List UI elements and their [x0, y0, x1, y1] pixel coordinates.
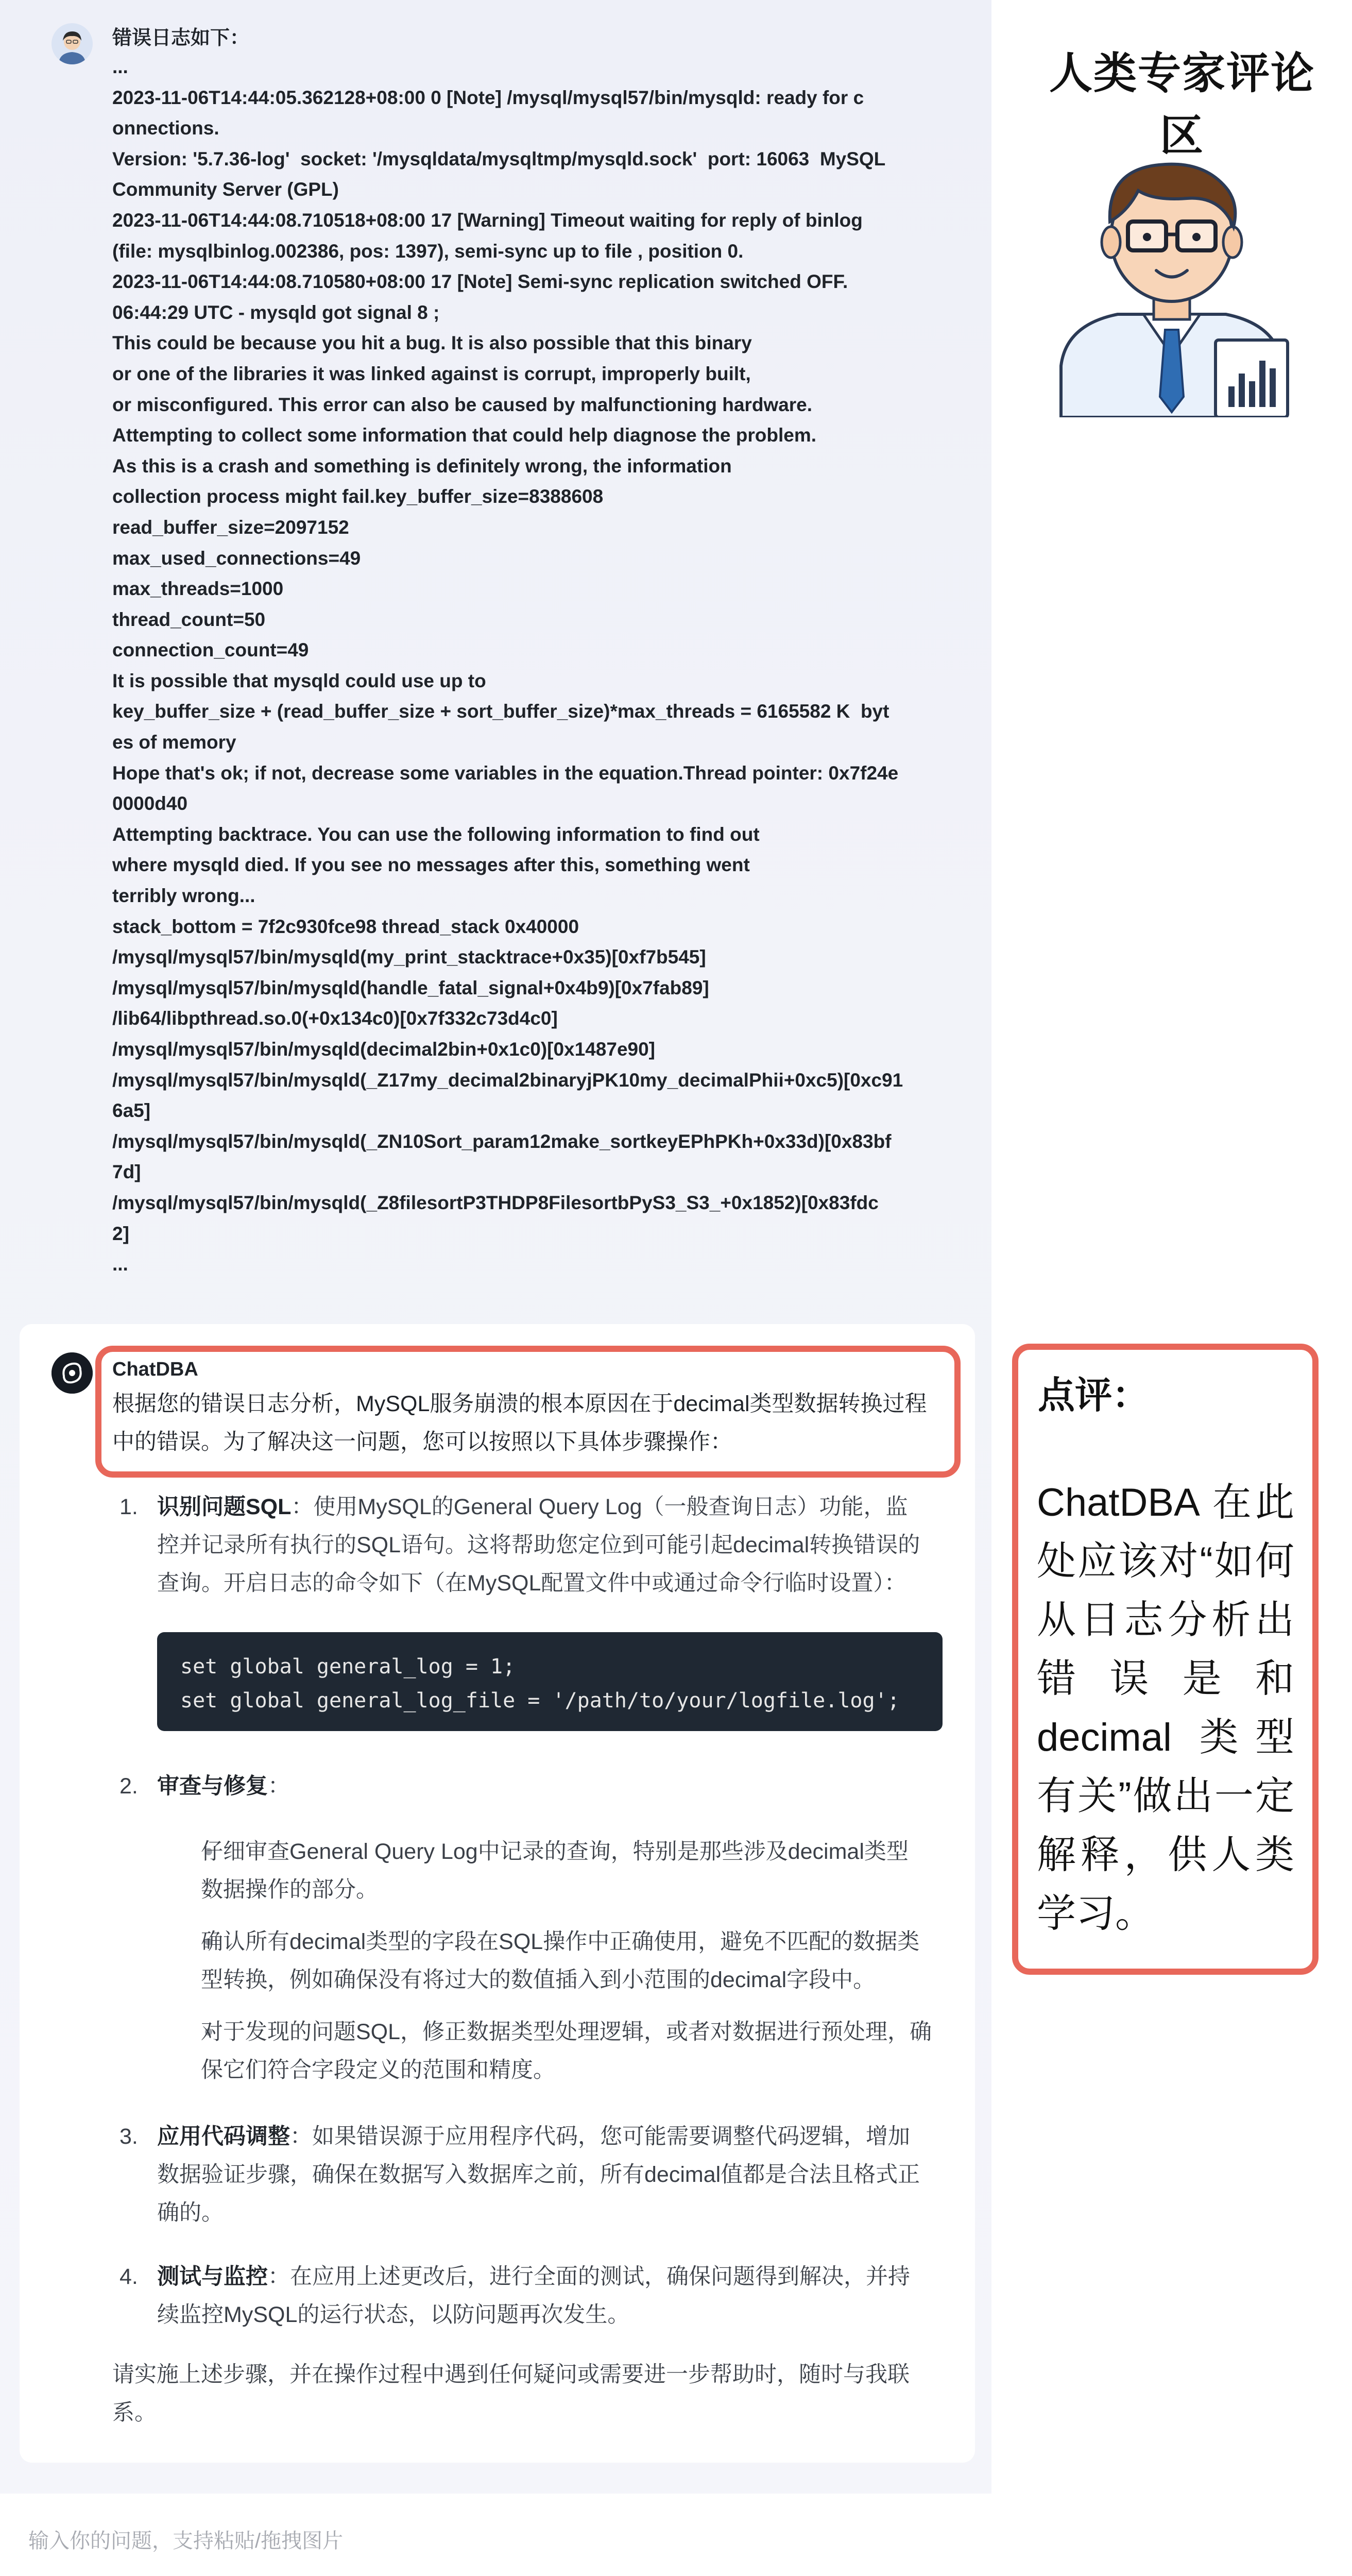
user-message-title: 错误日志如下：	[112, 27, 250, 49]
bot-name: ChatDBA	[112, 1359, 198, 1380]
log-line: 06:44:29 UTC - mysqld got signal 8 ;	[112, 301, 440, 323]
code-line: set global general_log_file = '/path/to/your/logfile.log';	[180, 1689, 900, 1713]
input-panel	[0, 2494, 991, 2576]
bullet-line: 型转换，例如确保没有将过大的数值插入到小范围的decimal字段中。	[201, 1968, 876, 1992]
log-line: 0000d40	[112, 793, 188, 815]
log-line: Version: '5.7.36-log' socket: '/mysqldata/mysqltmp/mysqld.sock' port: 16063 MySQL	[112, 148, 886, 170]
log-line: 2023-11-06T14:44:08.710518+08:00 17 [Warning] Timeout waiting for reply of binlog	[112, 209, 863, 231]
log-line: es of memory	[112, 732, 236, 753]
log-line: read_buffer_size=2097152	[112, 516, 349, 538]
review-body: ChatDBA 在此处应该对“如何从日志分析出错误是和 decimal 类型有关”做出一定解释，供人类学习。	[1037, 1481, 1294, 1936]
step-title: 识别问题SQL	[157, 1495, 292, 1519]
log-line: or one of the libraries it was linked against is corrupt, improperly built,	[112, 363, 751, 384]
log-line: This could be because you hit a bug. It is also possible that this binary	[112, 332, 752, 354]
log-line: /mysql/mysql57/bin/mysqld(_Z8filesortP3THDP8FilesortbPyS3_S3_+0x1852)[0x83fdc	[112, 1192, 879, 1213]
step-number: 4.	[119, 2264, 138, 2289]
bullet-line: 数据操作的部分。	[201, 1877, 378, 1902]
log-line: stack_bottom = 7f2c930fce98 thread_stack 0x40000	[112, 916, 579, 937]
bullet-item	[201, 1833, 943, 1909]
log-line: connection_count=49	[112, 639, 309, 661]
log-line: Attempting backtrace. You can use the following information to find out	[112, 823, 760, 845]
step-1-text	[157, 1488, 940, 1602]
log-line: Hope that's ok; if not, decrease some variables in the equation.Thread pointer: 0x7f24e	[112, 762, 899, 784]
step-body-line: 查询。开启日志的命令如下（在MySQL配置文件中或通过命令行临时设置）：	[157, 1571, 906, 1596]
step-body-line: 续监控MySQL的运行状态，以防问题再次发生。	[157, 2302, 630, 2327]
step-title: 审查与修复	[157, 1774, 268, 1799]
step-number: 2.	[119, 1774, 138, 1799]
closing-text	[112, 2355, 942, 2432]
bullet-line: 对于发现的问题SQL，修正数据类型处理逻辑，或者对数据进行预处理，确	[201, 2020, 932, 2044]
step-body-line: 数据验证步骤，确保在数据写入数据库之前，所有decimal值都是合法且格式正	[157, 2162, 920, 2187]
log-line: or misconfigured. This error can also be caused by malfunctioning hardware.	[112, 394, 813, 415]
log-line: /mysql/mysql57/bin/mysqld(decimal2bin+0x1c0)[0x1487e90]	[112, 1039, 655, 1060]
log-line: /mysql/mysql57/bin/mysqld(_Z17my_decimal2binaryjPK10my_decimalPhii+0xc5)[0xc91	[112, 1069, 903, 1091]
step-number: 1.	[119, 1495, 138, 1519]
bullet-line: 仔细审查General Query Log中记录的查询，特别是那些涉及decimal类型	[201, 1839, 909, 1864]
log-line: collection process might fail.key_buffer_size=8388608	[112, 486, 604, 507]
log-line: /lib64/libpthread.so.0(+0x134c0)[0x7f332c73d4c0]	[112, 1008, 558, 1029]
step-body-line: ：在应用上述更改后，进行全面的测试，确保问题得到解决，并持	[268, 2264, 910, 2289]
code-block	[157, 1632, 943, 1731]
chat-input[interactable]: 输入你的问题，支持粘贴/拖拽图片	[28, 2530, 344, 2552]
log-line: where mysqld died. If you see no messages after this, something went	[112, 854, 750, 876]
log-line: Attempting to collect some information that could help diagnose the problem.	[112, 425, 817, 446]
review-title: 点评：	[1038, 1375, 1150, 1416]
closing-line: 请实施上述步骤，并在操作过程中遇到任何疑问或需要进一步帮助时，随时与我联	[112, 2362, 910, 2387]
log-line: onnections.	[112, 117, 219, 139]
bot-intro-line: 根据您的错误日志分析，MySQL服务崩溃的根本原因在于decimal类型数据转换过程	[112, 1392, 927, 1416]
step-title: 应用代码调整	[157, 2124, 290, 2149]
log-line: thread_count=50	[112, 608, 266, 630]
expert-panel-title: 人类专家评论区	[1049, 49, 1315, 160]
highlight-box	[95, 1346, 961, 1478]
bullet-line: 保它们符合字段定义的范围和精度。	[201, 2058, 555, 2082]
bullet-line: 确认所有decimal类型的字段在SQL操作中正确使用，避免不匹配的数据类	[201, 1929, 920, 1954]
log-line: terribly wrong...	[112, 885, 255, 907]
log-line: ...	[112, 56, 128, 77]
step-body-line: ：使用MySQL的General Query Log（一般查询日志）功能，监	[291, 1495, 908, 1519]
log-line: 2]	[112, 1223, 129, 1244]
bullet-item	[201, 1923, 943, 1999]
step-number: 3.	[119, 2124, 138, 2149]
step-4-text	[157, 2258, 940, 2334]
code-line: set global general_log = 1;	[180, 1655, 516, 1679]
log-line: (file: mysqlbinlog.002386, pos: 1397), semi-sync up to file , position 0.	[112, 240, 744, 262]
chatdba-avatar	[52, 1352, 93, 1394]
user-avatar	[52, 23, 93, 64]
log-line: Community Server (GPL)	[112, 179, 339, 200]
expert-review-panel	[991, 0, 1352, 2576]
closing-line: 系。	[112, 2400, 157, 2425]
log-line: It is possible that mysqld could use up to	[112, 670, 486, 691]
log-line: /mysql/mysql57/bin/mysqld(my_print_stacktrace+0x35)[0xf7b545]	[112, 946, 706, 968]
log-line: 2023-11-06T14:44:05.362128+08:00 0 [Note] /mysql/mysql57/bin/mysqld: ready for c	[112, 87, 864, 108]
log-line: key_buffer_size + (read_buffer_size + sort_buffer_size)*max_threads = 6165582 K byt	[112, 701, 889, 722]
expert-illustration	[1051, 139, 1293, 417]
log-line: ...	[112, 1253, 128, 1275]
log-line: /mysql/mysql57/bin/mysqld(_ZN10Sort_param12make_sortkeyEPhPKh+0x33d)[0x83bf	[112, 1130, 892, 1152]
step-body-line: ：	[268, 1774, 290, 1799]
step-2-text	[157, 1767, 940, 1805]
log-line: max_used_connections=49	[112, 547, 361, 569]
log-line: 6a5]	[112, 1100, 151, 1122]
step-body-line: 确的。	[157, 2200, 224, 2225]
log-line: As this is a crash and something is definitely wrong, the information	[112, 455, 732, 477]
step-title: 测试与监控	[157, 2264, 268, 2289]
log-line: /mysql/mysql57/bin/mysqld(handle_fatal_signal+0x4b9)[0x7fab89]	[112, 977, 709, 998]
step-body-line: 控并记录所有执行的SQL语句。这将帮助您定位到可能引起decimal转换错误的	[157, 1533, 920, 1557]
bot-intro-line: 中的错误。为了解决这一问题，您可以按照以下具体步骤操作：	[112, 1430, 732, 1454]
step-3-text	[157, 2117, 940, 2232]
error-log-text	[112, 52, 947, 1280]
bullet-item	[201, 2013, 943, 2089]
log-line: 2023-11-06T14:44:08.710580+08:00 17 [Note] Semi-sync replication switched OFF.	[112, 271, 848, 293]
log-line: max_threads=1000	[112, 578, 284, 600]
log-line: 7d]	[112, 1161, 141, 1183]
step-body-line: ：如果错误源于应用程序代码，您可能需要调整代码逻辑，增加	[290, 2124, 910, 2149]
